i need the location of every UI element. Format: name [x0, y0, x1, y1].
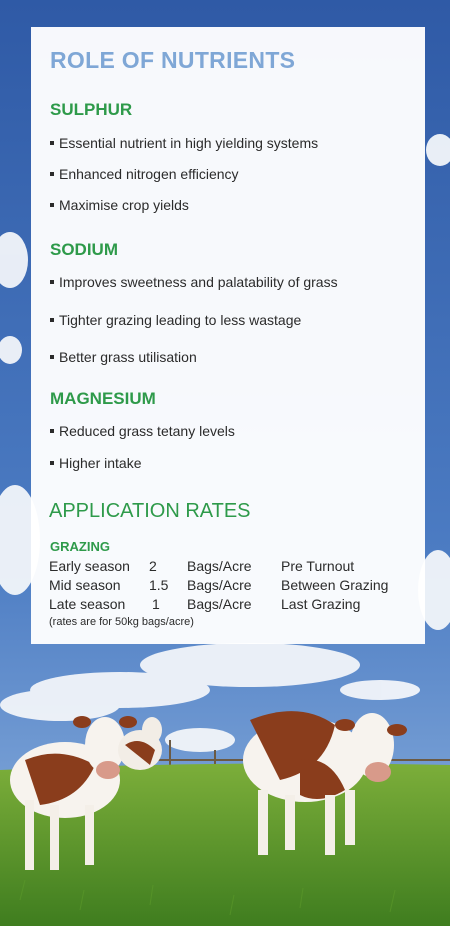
bullet-icon: [50, 280, 54, 284]
bullet-icon: [50, 203, 54, 207]
timing-cell: Between Grazing: [281, 577, 389, 593]
unit-cell: Bags/Acre: [187, 577, 252, 593]
rate-cell: 1: [152, 596, 160, 612]
section-heading-sulphur: SULPHUR: [50, 100, 133, 119]
section-heading-magnesium: MAGNESIUM: [50, 389, 156, 408]
season-cell: Mid season: [49, 577, 121, 593]
list-item: Enhanced nitrogen efficiency: [50, 166, 239, 182]
list-item: Improves sweetness and palatability of grass: [50, 274, 338, 290]
bullet-icon: [50, 172, 54, 176]
list-item: Reduced grass tetany levels: [50, 423, 235, 439]
list-item: Essential nutrient in high yielding systems: [50, 135, 318, 151]
season-cell: Early season: [49, 558, 130, 574]
list-item: Tighter grazing leading to less wastage: [50, 312, 301, 328]
rate-cell: 2: [149, 558, 157, 574]
bullet-icon: [50, 429, 54, 433]
rates-note: (rates are for 50kg bags/acre): [49, 616, 194, 628]
list-item: Maximise crop yields: [50, 197, 189, 213]
bullet-icon: [50, 141, 54, 145]
rate-cell: 1.5: [149, 577, 169, 593]
grazing-subheading: GRAZING: [50, 539, 110, 554]
bullet-icon: [50, 355, 54, 359]
season-cell: Late season: [49, 596, 126, 612]
bullet-icon: [50, 461, 54, 465]
unit-cell: Bags/Acre: [187, 596, 252, 612]
bullet-icon: [50, 318, 54, 322]
page-title: ROLE OF NUTRIENTS: [50, 47, 296, 73]
timing-cell: Last Grazing: [281, 596, 361, 612]
list-item: Higher intake: [50, 455, 142, 471]
application-rates-heading: APPLICATION RATES: [49, 500, 251, 522]
section-heading-sodium: SODIUM: [50, 240, 118, 259]
list-item: Better grass utilisation: [50, 349, 197, 365]
timing-cell: Pre Turnout: [281, 558, 355, 574]
unit-cell: Bags/Acre: [187, 558, 252, 574]
